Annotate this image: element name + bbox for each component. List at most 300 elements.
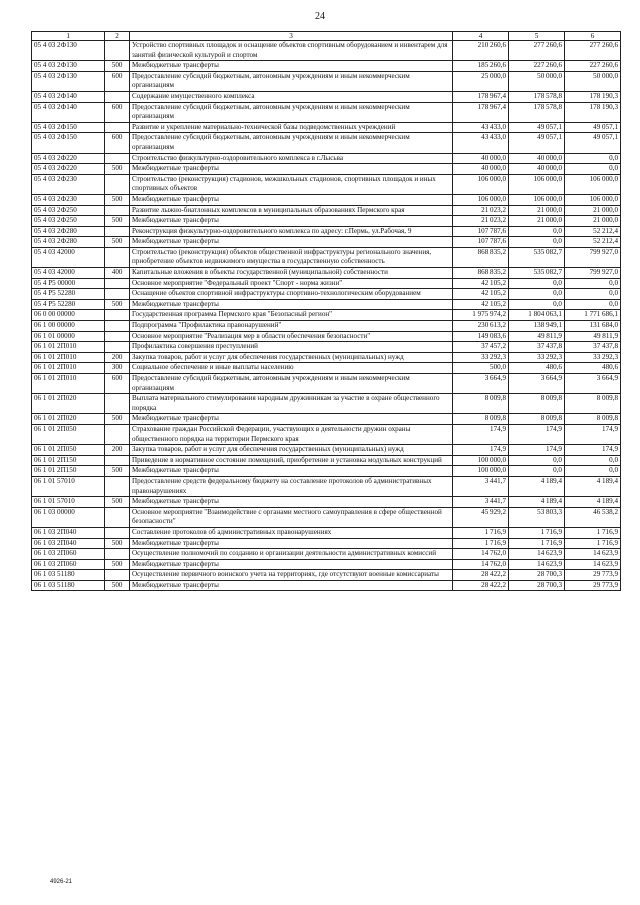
description-cell: Предоставление субсидий бюджетным, автономным учреждениям и иным некоммерческим организациям <box>129 102 452 122</box>
column-header: 6 <box>564 32 620 41</box>
amount-year3-cell: 0,0 <box>564 278 620 289</box>
table-row <box>32 352 621 363</box>
amount-year1-cell: 230 613,2 <box>453 321 509 332</box>
description-cell: Предоставление субсидий бюджетным, автономным учреждениям и иным некоммерческим организациям <box>129 71 452 91</box>
table-row <box>32 174 621 194</box>
code-cell: 05 4 03 2Ф130 <box>32 71 105 91</box>
amount-year1-cell: 37 457,2 <box>453 342 509 353</box>
expense-type-cell <box>105 153 130 164</box>
code-cell: 05 4 03 2Ф280 <box>32 226 105 237</box>
amount-year2-cell: 1 804 063,1 <box>509 310 565 321</box>
table-row <box>32 268 621 279</box>
table-row <box>32 497 621 508</box>
amount-year2-cell: 8 009,8 <box>509 414 565 425</box>
amount-year1-cell: 106 000,0 <box>453 174 509 194</box>
expense-type-cell: 600 <box>105 133 130 153</box>
code-cell: 05 4 03 2Ф150 <box>32 122 105 133</box>
description-cell: Межбюджетные трансферты <box>129 538 452 549</box>
amount-year3-cell: 0,0 <box>564 164 620 175</box>
code-cell: 06 1 01 2П150 <box>32 455 105 466</box>
code-cell: 06 1 01 2П010 <box>32 363 105 374</box>
amount-year3-cell: 227 260,6 <box>564 61 620 72</box>
amount-year1-cell: 45 929,2 <box>453 507 509 527</box>
description-cell: Государственная программа Пермского края "Безопасный регион" <box>129 310 452 321</box>
code-cell: 05 4 P5 52280 <box>32 289 105 300</box>
expense-type-cell <box>105 394 130 414</box>
expense-type-cell: 500 <box>105 414 130 425</box>
amount-year3-cell: 8 009,8 <box>564 394 620 414</box>
amount-year3-cell: 277 260,6 <box>564 41 620 61</box>
amount-year2-cell: 277 260,6 <box>509 41 565 61</box>
amount-year3-cell: 480,6 <box>564 363 620 374</box>
amount-year1-cell: 33 292,3 <box>453 352 509 363</box>
code-cell: 05 4 03 2Ф230 <box>32 194 105 205</box>
amount-year2-cell: 106 000,0 <box>509 174 565 194</box>
amount-year1-cell: 25 000,0 <box>453 71 509 91</box>
table-row <box>32 299 621 310</box>
code-cell: 05 4 03 2Ф150 <box>32 133 105 153</box>
amount-year3-cell: 174,9 <box>564 424 620 444</box>
expense-type-cell: 600 <box>105 102 130 122</box>
amount-year2-cell: 49 057,1 <box>509 122 565 133</box>
amount-year2-cell: 106 000,0 <box>509 194 565 205</box>
amount-year2-cell: 33 292,3 <box>509 352 565 363</box>
amount-year1-cell: 8 009,8 <box>453 394 509 414</box>
amount-year2-cell: 21 000,0 <box>509 205 565 216</box>
amount-year1-cell: 210 260,6 <box>453 41 509 61</box>
table-row <box>32 476 621 496</box>
amount-year3-cell: 4 189,4 <box>564 497 620 508</box>
expense-type-cell: 500 <box>105 194 130 205</box>
code-cell: 06 1 03 00000 <box>32 507 105 527</box>
expense-type-cell <box>105 278 130 289</box>
expense-type-cell <box>105 455 130 466</box>
amount-year3-cell: 4 189,4 <box>564 476 620 496</box>
amount-year3-cell: 1 716,9 <box>564 527 620 538</box>
amount-year1-cell: 8 009,8 <box>453 414 509 425</box>
amount-year3-cell: 21 000,0 <box>564 216 620 227</box>
description-cell: Предоставление субсидий бюджетным, автономным учреждениям и иным некоммерческим организациям <box>129 374 452 394</box>
amount-year3-cell: 178 190,3 <box>564 91 620 102</box>
code-cell: 05 4 03 2Ф250 <box>32 205 105 216</box>
amount-year2-cell: 0,0 <box>509 237 565 248</box>
amount-year2-cell: 178 578,8 <box>509 91 565 102</box>
description-cell: Содержание имущественного комплекса <box>129 91 452 102</box>
amount-year2-cell: 37 437,8 <box>509 342 565 353</box>
amount-year3-cell: 29 773,9 <box>564 570 620 581</box>
amount-year2-cell: 178 578,8 <box>509 102 565 122</box>
amount-year3-cell: 174,9 <box>564 445 620 456</box>
document-id: 4926-21 <box>50 879 73 885</box>
amount-year2-cell: 40 000,0 <box>509 153 565 164</box>
description-cell: Социальное обеспечение и иные выплаты населению <box>129 363 452 374</box>
amount-year3-cell: 49 057,1 <box>564 122 620 133</box>
code-cell: 06 1 01 2П150 <box>32 466 105 477</box>
table-row <box>32 164 621 175</box>
amount-year3-cell: 178 190,3 <box>564 102 620 122</box>
table-row <box>32 549 621 560</box>
amount-year1-cell: 3 664,9 <box>453 374 509 394</box>
code-cell: 05 4 03 42000 <box>32 268 105 279</box>
amount-year1-cell: 42 105,2 <box>453 278 509 289</box>
expense-type-cell: 200 <box>105 352 130 363</box>
code-cell: 05 4 03 2Ф140 <box>32 91 105 102</box>
amount-year2-cell: 14 623,9 <box>509 549 565 560</box>
amount-year1-cell: 1 716,9 <box>453 538 509 549</box>
amount-year1-cell: 500,0 <box>453 363 509 374</box>
amount-year2-cell: 14 623,9 <box>509 559 565 570</box>
description-cell: Приведение в нормативное состояние помещений, приобретение и установка модульных конструкций <box>129 455 452 466</box>
code-cell: 06 1 00 00000 <box>32 321 105 332</box>
code-cell: 05 4 03 2Ф140 <box>32 102 105 122</box>
amount-year1-cell: 40 000,0 <box>453 153 509 164</box>
table-row <box>32 374 621 394</box>
amount-year3-cell: 131 684,0 <box>564 321 620 332</box>
table-row <box>32 278 621 289</box>
amount-year2-cell: 0,0 <box>509 226 565 237</box>
table-row <box>32 445 621 456</box>
amount-year1-cell: 21 023,2 <box>453 205 509 216</box>
description-cell: Предоставление средств федеральному бюджету на составление протоколов об административных правонарушениях <box>129 476 452 496</box>
description-cell: Осуществление первичного воинского учета на территориях, где отсутствуют военные комиссариаты <box>129 570 452 581</box>
table-row <box>32 102 621 122</box>
amount-year2-cell: 227 260,6 <box>509 61 565 72</box>
column-header: 2 <box>105 32 130 41</box>
amount-year1-cell: 174,9 <box>453 424 509 444</box>
code-cell: 06 1 03 2П040 <box>32 538 105 549</box>
amount-year2-cell: 0,0 <box>509 278 565 289</box>
table-row <box>32 205 621 216</box>
expense-type-cell <box>105 247 130 267</box>
expense-type-cell <box>105 226 130 237</box>
expense-type-cell: 600 <box>105 71 130 91</box>
amount-year3-cell: 14 623,9 <box>564 559 620 570</box>
expense-type-cell <box>105 122 130 133</box>
expense-type-cell: 500 <box>105 559 130 570</box>
expense-type-cell <box>105 205 130 216</box>
amount-year2-cell: 4 189,4 <box>509 497 565 508</box>
expense-type-cell: 500 <box>105 299 130 310</box>
code-cell: 06 1 03 51180 <box>32 570 105 581</box>
amount-year1-cell: 100 000,0 <box>453 466 509 477</box>
table-row <box>32 342 621 353</box>
amount-year3-cell: 106 000,0 <box>564 194 620 205</box>
column-header: 5 <box>509 32 565 41</box>
description-cell: Основное мероприятие "Федеральный проект "Спорт - норма жизни" <box>129 278 452 289</box>
description-cell: Составление протоколов об административных правонарушениях <box>129 527 452 538</box>
description-cell: Строительство (реконструкция) объектов общественной инфраструктуры регионального значения, приобретение объектов недвижимого имущества в государственную собственность <box>129 247 452 267</box>
amount-year2-cell: 28 700,3 <box>509 580 565 591</box>
expense-type-cell <box>105 507 130 527</box>
amount-year1-cell: 149 083,6 <box>453 331 509 342</box>
amount-year2-cell: 1 716,9 <box>509 527 565 538</box>
description-cell: Межбюджетные трансферты <box>129 194 452 205</box>
amount-year1-cell: 178 967,4 <box>453 102 509 122</box>
description-cell: Межбюджетные трансферты <box>129 299 452 310</box>
code-cell: 06 1 01 2П010 <box>32 342 105 353</box>
table-row <box>32 61 621 72</box>
amount-year3-cell: 799 927,0 <box>564 268 620 279</box>
table-row <box>32 310 621 321</box>
description-cell: Межбюджетные трансферты <box>129 559 452 570</box>
description-cell: Межбюджетные трансферты <box>129 466 452 477</box>
description-cell: Устройство спортивных площадок и оснащение объектов спортивным оборудованием и инвентарем для занятий физической культурой и спортом <box>129 41 452 61</box>
amount-year1-cell: 42 105,2 <box>453 299 509 310</box>
table-row <box>32 289 621 300</box>
table-row <box>32 394 621 414</box>
amount-year1-cell: 28 422,2 <box>453 580 509 591</box>
table-row <box>32 226 621 237</box>
code-cell: 06 1 01 57010 <box>32 497 105 508</box>
code-cell: 05 4 03 2Ф280 <box>32 237 105 248</box>
amount-year3-cell: 52 212,4 <box>564 237 620 248</box>
expense-type-cell <box>105 41 130 61</box>
description-cell: Основное мероприятие "Взаимодействие с органами местного самоуправления в сфере общественной безопасности" <box>129 507 452 527</box>
description-cell: Закупка товаров, работ и услуг для обеспечения государственных (муниципальных) нужд <box>129 445 452 456</box>
code-cell: 05 4 03 2Ф220 <box>32 164 105 175</box>
amount-year2-cell: 535 082,7 <box>509 247 565 267</box>
expense-type-cell: 500 <box>105 237 130 248</box>
table-row <box>32 507 621 527</box>
code-cell: 06 1 01 00000 <box>32 331 105 342</box>
amount-year2-cell: 0,0 <box>509 299 565 310</box>
table-row <box>32 41 621 61</box>
amount-year3-cell: 0,0 <box>564 153 620 164</box>
amount-year2-cell: 4 189,4 <box>509 476 565 496</box>
table-row <box>32 538 621 549</box>
table-row <box>32 527 621 538</box>
expense-type-cell <box>105 91 130 102</box>
table-row <box>32 194 621 205</box>
amount-year3-cell: 49 811,9 <box>564 331 620 342</box>
description-cell: Межбюджетные трансферты <box>129 580 452 591</box>
amount-year2-cell: 3 664,9 <box>509 374 565 394</box>
expense-type-cell <box>105 174 130 194</box>
expense-type-cell: 500 <box>105 580 130 591</box>
amount-year1-cell: 43 433,0 <box>453 133 509 153</box>
amount-year1-cell: 185 260,6 <box>453 61 509 72</box>
amount-year3-cell: 21 000,0 <box>564 205 620 216</box>
description-cell: Выплата материального стимулирования народным дружинникам за участие в охране общественного порядка <box>129 394 452 414</box>
amount-year2-cell: 21 000,0 <box>509 216 565 227</box>
amount-year1-cell: 3 441,7 <box>453 476 509 496</box>
description-cell: Строительство физкультурно-оздоровительного комплекса в г.Лысьва <box>129 153 452 164</box>
amount-year2-cell: 1 716,9 <box>509 538 565 549</box>
amount-year3-cell: 37 437,8 <box>564 342 620 353</box>
expense-type-cell <box>105 321 130 332</box>
expense-type-cell <box>105 570 130 581</box>
description-cell: Осуществление полномочий по созданию и организации деятельности административных комиссий <box>129 549 452 560</box>
amount-year1-cell: 42 105,2 <box>453 289 509 300</box>
table-row <box>32 570 621 581</box>
expense-type-cell: 200 <box>105 445 130 456</box>
amount-year3-cell: 52 212,4 <box>564 226 620 237</box>
expense-type-cell <box>105 476 130 496</box>
budget-table <box>31 31 621 591</box>
code-cell: 05 4 P5 00000 <box>32 278 105 289</box>
amount-year2-cell: 40 000,0 <box>509 164 565 175</box>
table-row <box>32 216 621 227</box>
amount-year3-cell: 49 057,1 <box>564 133 620 153</box>
amount-year1-cell: 14 762,0 <box>453 549 509 560</box>
table-row <box>32 559 621 570</box>
page-number: 24 <box>315 11 325 22</box>
amount-year3-cell: 799 927,0 <box>564 247 620 267</box>
amount-year1-cell: 100 000,0 <box>453 455 509 466</box>
expense-type-cell <box>105 289 130 300</box>
table-row <box>32 466 621 477</box>
amount-year2-cell: 0,0 <box>509 466 565 477</box>
amount-year1-cell: 3 441,7 <box>453 497 509 508</box>
table-row <box>32 91 621 102</box>
amount-year2-cell: 138 949,1 <box>509 321 565 332</box>
description-cell: Закупка товаров, работ и услуг для обеспечения государственных (муниципальных) нужд <box>129 352 452 363</box>
column-header: 3 <box>129 32 452 41</box>
code-cell: 06 1 01 57010 <box>32 476 105 496</box>
code-cell: 06 1 03 2П060 <box>32 559 105 570</box>
table-row <box>32 580 621 591</box>
amount-year1-cell: 14 762,0 <box>453 559 509 570</box>
table-row <box>32 424 621 444</box>
expense-type-cell: 600 <box>105 374 130 394</box>
expense-type-cell <box>105 549 130 560</box>
expense-type-cell <box>105 342 130 353</box>
expense-type-cell <box>105 310 130 321</box>
amount-year2-cell: 535 082,7 <box>509 268 565 279</box>
expense-type-cell <box>105 527 130 538</box>
amount-year1-cell: 28 422,2 <box>453 570 509 581</box>
amount-year2-cell: 174,9 <box>509 445 565 456</box>
amount-year2-cell: 50 000,0 <box>509 71 565 91</box>
code-cell: 05 4 03 2Ф130 <box>32 41 105 61</box>
description-cell: Подпрограмма "Профилактика правонарушений" <box>129 321 452 332</box>
expense-type-cell <box>105 331 130 342</box>
description-cell: Страхование граждан Российской Федерации, участвующих в деятельности дружин охраны общественного порядка на территории Пермского края <box>129 424 452 444</box>
table-row <box>32 71 621 91</box>
amount-year3-cell: 0,0 <box>564 466 620 477</box>
amount-year1-cell: 21 023,2 <box>453 216 509 227</box>
description-cell: Строительство (реконструкция) стадионов, межшкольных стадионов, спортивных площадок и иных спортивных объектов <box>129 174 452 194</box>
code-cell: 06 1 01 2П050 <box>32 445 105 456</box>
code-cell: 05 4 03 42000 <box>32 247 105 267</box>
amount-year3-cell: 29 773,9 <box>564 580 620 591</box>
column-header: 4 <box>453 32 509 41</box>
amount-year3-cell: 0,0 <box>564 299 620 310</box>
code-cell: 05 4 03 2Ф220 <box>32 153 105 164</box>
description-cell: Межбюджетные трансферты <box>129 497 452 508</box>
table-row <box>32 237 621 248</box>
code-cell: 06 1 01 2П010 <box>32 352 105 363</box>
amount-year1-cell: 868 835,2 <box>453 268 509 279</box>
expense-type-cell: 500 <box>105 466 130 477</box>
amount-year1-cell: 868 835,2 <box>453 247 509 267</box>
amount-year1-cell: 106 000,0 <box>453 194 509 205</box>
description-cell: Профилактика совершения преступлений <box>129 342 452 353</box>
table-row <box>32 321 621 332</box>
description-cell: Межбюджетные трансферты <box>129 164 452 175</box>
table-row <box>32 122 621 133</box>
amount-year2-cell: 480,6 <box>509 363 565 374</box>
expense-type-cell: 500 <box>105 61 130 72</box>
code-cell: 06 1 01 2П020 <box>32 414 105 425</box>
amount-year3-cell: 14 623,9 <box>564 549 620 560</box>
description-cell: Реконструкция физкультурно-оздоровительного комплекса по адресу: г.Пермь, ул.Рабочая, 9 <box>129 226 452 237</box>
column-header: 1 <box>32 32 105 41</box>
code-cell: 06 1 01 2П050 <box>32 424 105 444</box>
expense-type-cell: 500 <box>105 164 130 175</box>
amount-year3-cell: 33 292,3 <box>564 352 620 363</box>
amount-year1-cell: 1 975 974,2 <box>453 310 509 321</box>
table-row <box>32 414 621 425</box>
amount-year3-cell: 1 771 686,1 <box>564 310 620 321</box>
amount-year3-cell: 0,0 <box>564 289 620 300</box>
table-row <box>32 455 621 466</box>
table-row <box>32 133 621 153</box>
amount-year1-cell: 1 716,9 <box>453 527 509 538</box>
table-row <box>32 247 621 267</box>
code-cell: 06 1 01 2П020 <box>32 394 105 414</box>
amount-year2-cell: 53 803,3 <box>509 507 565 527</box>
amount-year1-cell: 107 787,6 <box>453 237 509 248</box>
description-cell: Развитие и укрепление материально-технической базы подведомственных учреждений <box>129 122 452 133</box>
description-cell: Предоставление субсидий бюджетным, автономным учреждениям и иным некоммерческим организациям <box>129 133 452 153</box>
amount-year1-cell: 40 000,0 <box>453 164 509 175</box>
amount-year3-cell: 1 716,9 <box>564 538 620 549</box>
description-cell: Развитие лыжно-биатлонных комплексов в муниципальных образованиях Пермского края <box>129 205 452 216</box>
code-cell: 06 0 00 00000 <box>32 310 105 321</box>
description-cell: Оснащение объектов спортивной инфраструктуры спортивно-технологическим оборудованием <box>129 289 452 300</box>
description-cell: Межбюджетные трансферты <box>129 216 452 227</box>
amount-year2-cell: 28 700,3 <box>509 570 565 581</box>
code-cell: 06 1 03 2П060 <box>32 549 105 560</box>
amount-year2-cell: 49 811,9 <box>509 331 565 342</box>
amount-year2-cell: 49 057,1 <box>509 133 565 153</box>
amount-year2-cell: 174,9 <box>509 424 565 444</box>
amount-year3-cell: 3 664,9 <box>564 374 620 394</box>
description-cell: Капитальные вложения в объекты государственной (муниципальной) собственности <box>129 268 452 279</box>
table-header-row <box>32 32 621 41</box>
table-row <box>32 363 621 374</box>
table-row <box>32 331 621 342</box>
expense-type-cell: 300 <box>105 363 130 374</box>
description-cell: Межбюджетные трансферты <box>129 414 452 425</box>
description-cell: Основное мероприятие "Реализация мер в области обеспечения безопасности" <box>129 331 452 342</box>
code-cell: 06 1 03 51180 <box>32 580 105 591</box>
amount-year3-cell: 0,0 <box>564 455 620 466</box>
expense-type-cell <box>105 424 130 444</box>
amount-year3-cell: 106 000,0 <box>564 174 620 194</box>
amount-year3-cell: 46 538,2 <box>564 507 620 527</box>
expense-type-cell: 500 <box>105 216 130 227</box>
amount-year2-cell: 0,0 <box>509 455 565 466</box>
amount-year3-cell: 8 009,8 <box>564 414 620 425</box>
amount-year1-cell: 43 433,0 <box>453 122 509 133</box>
description-cell: Межбюджетные трансферты <box>129 61 452 72</box>
amount-year1-cell: 178 967,4 <box>453 91 509 102</box>
table-row <box>32 153 621 164</box>
expense-type-cell: 500 <box>105 497 130 508</box>
amount-year1-cell: 107 787,6 <box>453 226 509 237</box>
code-cell: 05 4 03 2Ф130 <box>32 61 105 72</box>
code-cell: 06 1 03 2П040 <box>32 527 105 538</box>
amount-year2-cell: 8 009,8 <box>509 394 565 414</box>
amount-year3-cell: 50 000,0 <box>564 71 620 91</box>
expense-type-cell: 500 <box>105 538 130 549</box>
code-cell: 05 4 03 2Ф250 <box>32 216 105 227</box>
expense-type-cell: 400 <box>105 268 130 279</box>
description-cell: Межбюджетные трансферты <box>129 237 452 248</box>
amount-year1-cell: 174,9 <box>453 445 509 456</box>
